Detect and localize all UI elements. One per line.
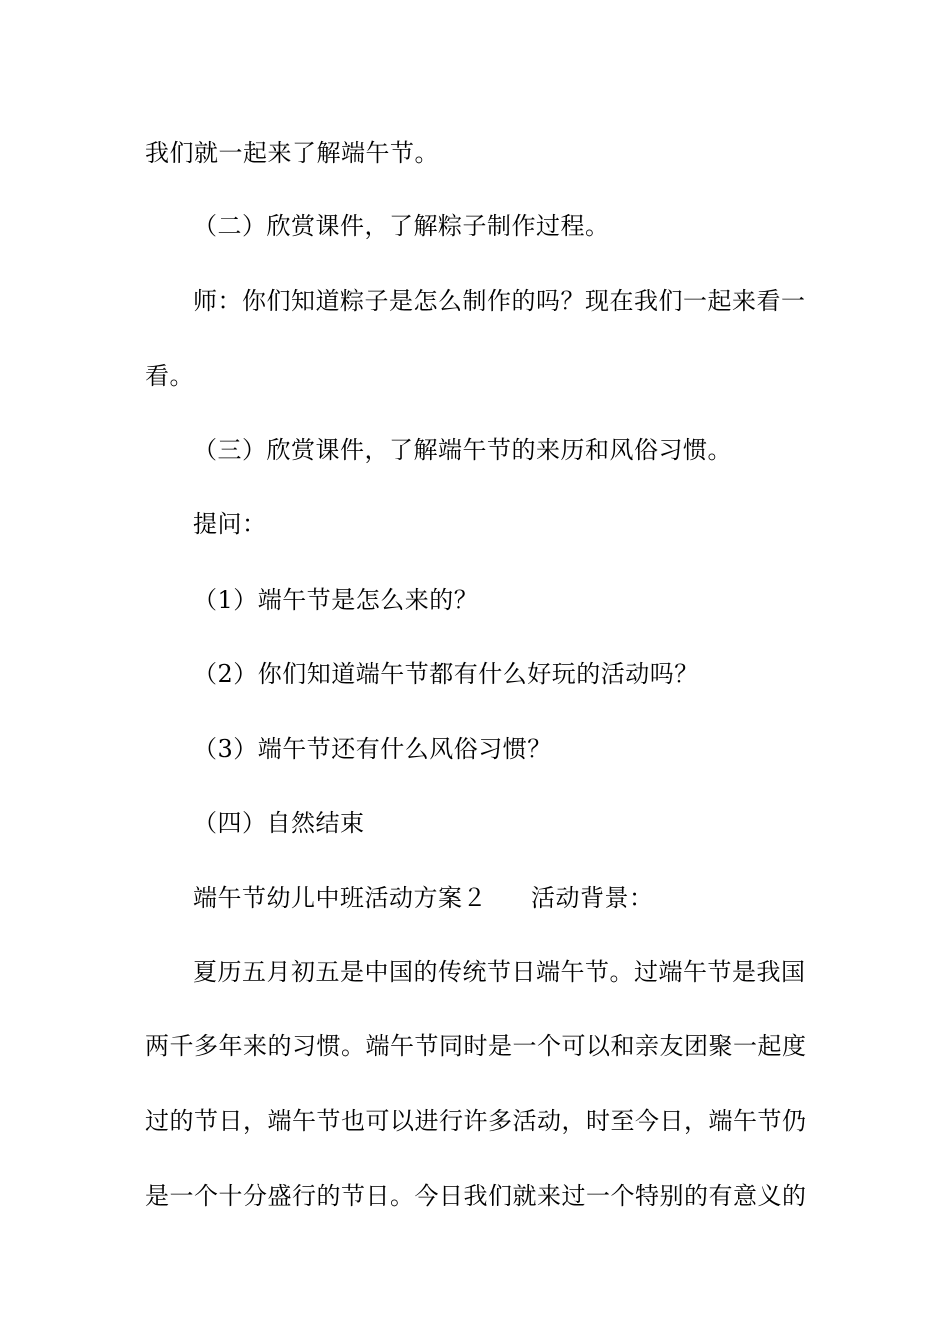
paragraph-line: 我们就一起来了解端午节。 bbox=[145, 139, 439, 167]
section-heading: （二）欣赏课件，了解粽子制作过程。 bbox=[193, 212, 610, 240]
paragraph-line: 师：你们知道粽子是怎么制作的吗？现在我们一起来看一 bbox=[193, 287, 806, 315]
paragraph-line: 是一个十分盛行的节日。今日我们就来过一个特别的有意义的 bbox=[145, 1182, 807, 1210]
section-heading: （三）欣赏课件，了解端午节的来历和风俗习惯。 bbox=[193, 436, 732, 464]
background-label: 活动背景： bbox=[531, 884, 654, 912]
plan-title: 端午节幼儿中班活动方案２ bbox=[193, 884, 487, 912]
question-label: 提问： bbox=[193, 510, 267, 538]
paragraph-line: 两千多年来的习惯。端午节同时是一个可以和亲友团聚一起度 bbox=[145, 1032, 807, 1060]
section-heading: （四）自然结束 bbox=[193, 809, 365, 837]
question-item: （3）端午节还有什么风俗习惯？ bbox=[193, 735, 552, 763]
plan-title-line bbox=[193, 882, 858, 914]
question-item: （2）你们知道端午节都有什么好玩的活动吗？ bbox=[193, 660, 699, 688]
paragraph-line: 过的节日，端午节也可以进行许多活动，时至今日，端午节仍 bbox=[145, 1107, 807, 1135]
paragraph-line: 看。 bbox=[145, 362, 194, 390]
question-item: （1）端午节是怎么来的？ bbox=[193, 586, 479, 614]
paragraph-line: 夏历五月初五是中国的传统节日端午节。过端午节是我国 bbox=[193, 958, 806, 986]
